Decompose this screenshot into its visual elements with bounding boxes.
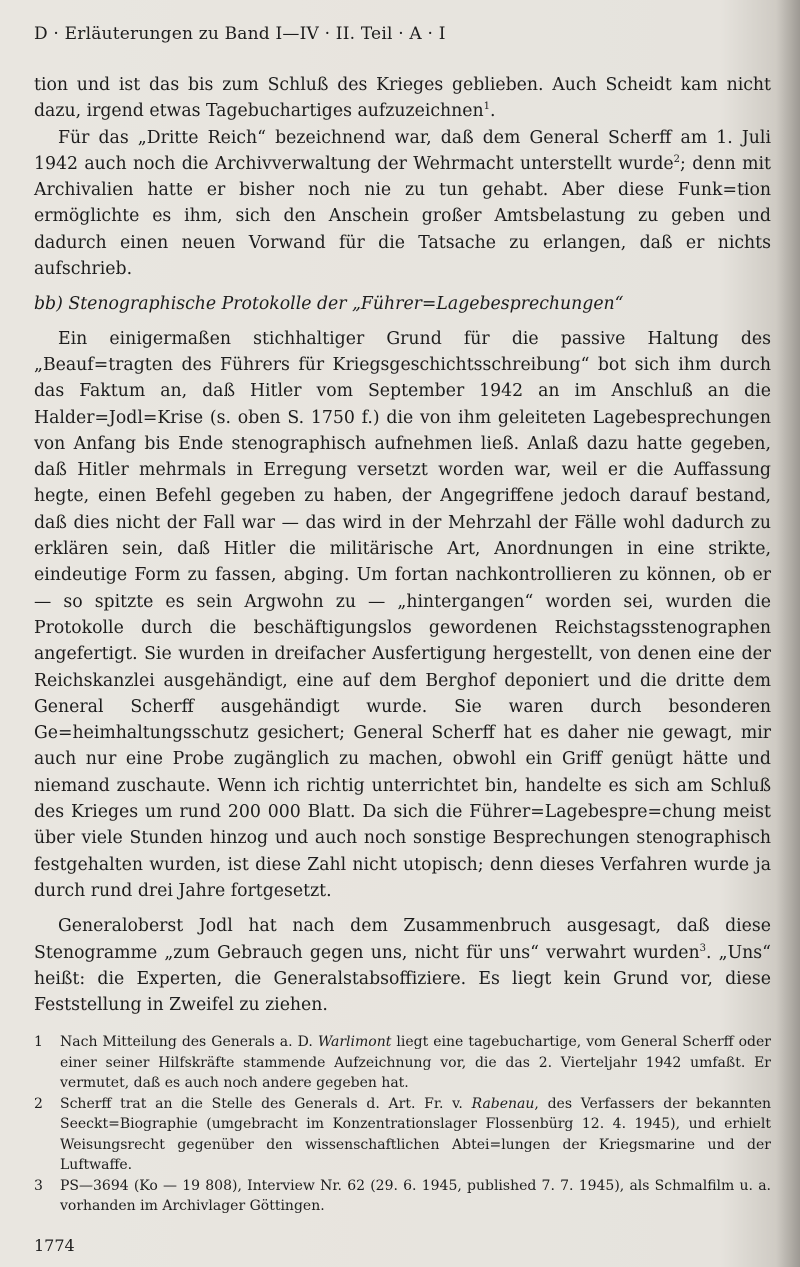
- footnote-number: 2: [34, 1095, 43, 1112]
- paragraph-2: Für das „Dritte Reich“ bezeichnend war, daß dem General Scherff am 1. Juli 1942 auch noch die Archivverwaltung der Wehrmacht unterstellt wurde$^2$; denn mit Archivalien hatte er bisher noch nie zu tun gehabt. Aber diese Funk=tion ermöglichte es ihm, sich den Anschein großer Amtsbelastung zu geben und dadurch einen neuen Vorwand für die Tatsache zu erlangen, daß er nichts aufschrieb.: [34, 127, 771, 280]
- footnote-number: 3: [34, 1177, 43, 1194]
- footnote-text: Nach Mitteilung des Generals a. D. Warlimont liegt eine tagebuchartige, vom General Scherff oder einer seiner Hilfskräfte stammende Aufzeichnung vor, die das 2. Vierteljahr 1942 umfaßt. Er vermutet, daß es auch noch andere gegeben hat.: [60, 1034, 771, 1091]
- footnote-ref-2: 2: [673, 154, 680, 166]
- footnote: [34, 1032, 771, 1094]
- footnote: [34, 1176, 771, 1217]
- footnote-text: PS—3694 (Ko — 19 808), Interview Nr. 62 (29. 6. 1945, published 7. 7. 1945), als Schmalfilm u. a. vorhanden im Archivlager Göttingen.: [60, 1177, 771, 1214]
- running-head: D · Erläuterungen zu Band I—IV · II. Teil · A · I: [34, 24, 446, 44]
- paragraph-4: Generaloberst Jodl hat nach dem Zusammenbruch ausgesagt, daß diese Stenogramme „zum Gebrauch gegen uns, nicht für uns“ verwahrt wurden$^3$. „Uns“ heißt: die Experten, die Generalstabsoffiziere. Es liegt kein Grund vor, diese Feststellung in Zweifel zu ziehen.: [34, 916, 771, 1016]
- footnotes: [34, 1032, 771, 1217]
- paragraph-3: Ein einigermaßen stichhaltiger Grund für die passive Haltung des „Beauf=tragten des Führers für Kriegsgeschichtsschreibung“ bot sich ihm durch das Faktum an, daß Hitler vom September 1942 an im Anschluß an die Halder=Jodl=Krise (s. oben S. 1750 f.) die von ihm geleiteten Lagebesprechungen von Anfang bis Ende stenographisch aufnehmen ließ. Anlaß dazu hatte gegeben, daß Hitler mehrmals in Erregung versetzt worden war, weil er die Auffassung hegte, einen Befehl gegeben zu haben, der Angegriffene jedoch darauf bestand, daß dies nicht der Fall war — das wird in der Mehrzahl der Fälle wohl dadurch zu erklären sein, daß Hitler die militärische Art, Anordnungen in eine strikte, eindeutige Form zu fassen, abging. Um fortan nachkontrollieren zu können, ob er — so spitzte es sein Argwohn zu — „hintergangen“ worden sei, wurden die Protokolle durch die beschäftigungslos gewordenen Reichstagsstenographen angefertigt. Sie wurden in dreifacher Ausfertigung hergestellt, von denen eine der Reichskanzlei ausgehändigt, eine auf dem Berghof deponiert und die dritte dem General Scherff ausgehändigt wurde. Sie waren durch besonderen Ge=heimhaltungsschutz gesichert; General Scherff hat es daher nie gewagt, mir auch nur eine Probe zugänglich zu machen, obwohl ein Griff genügt hätte und niemand zuschaute. Wenn ich richtig unterrichtet bin, handelte es sich am Schluß des Krieges um rund 200 000 Blatt. Da sich die Führer=Lagebespre=chung meist über viele Stunden hinzog und auch noch sonstige Besprechungen stenographisch festgehalten wurden, ist diese Zahl nicht utopisch; denn dieses Verfahren wurde ja durch rund drei Jahre fortgesetzt.: [34, 328, 771, 901]
- page-number: 1774: [34, 1236, 75, 1255]
- footnote-text: Scherff trat an die Stelle des Generals d. Art. Fr. v. Rabenau, des Verfassers der bekannten Seeckt=Biographie (umgebracht im Konzentrationslager Flossenbürg 12. 4. 1945), und erhielt Weisungsrecht gegenüber den wissenschaftlichen Abtei=lungen der Kriegsmarine und der Luftwaffe.: [60, 1095, 772, 1173]
- footnote-number: 1: [34, 1034, 43, 1050]
- paragraph-1: tion und ist das bis zum Schluß des Krieges geblieben. Auch Scheidt kam nicht dazu, irgend etwas Tagebuchartiges aufzuzeichnen$^1$.: [34, 75, 771, 122]
- section-heading: bb) Stenographische Protokolle der „Führer=Lagebesprechungen“: [34, 294, 624, 315]
- footnote-ref-3: 3: [699, 942, 706, 954]
- footnote-ref-1: 1: [483, 101, 491, 113]
- body-text: [34, 72, 771, 1018]
- footnote: [34, 1094, 771, 1176]
